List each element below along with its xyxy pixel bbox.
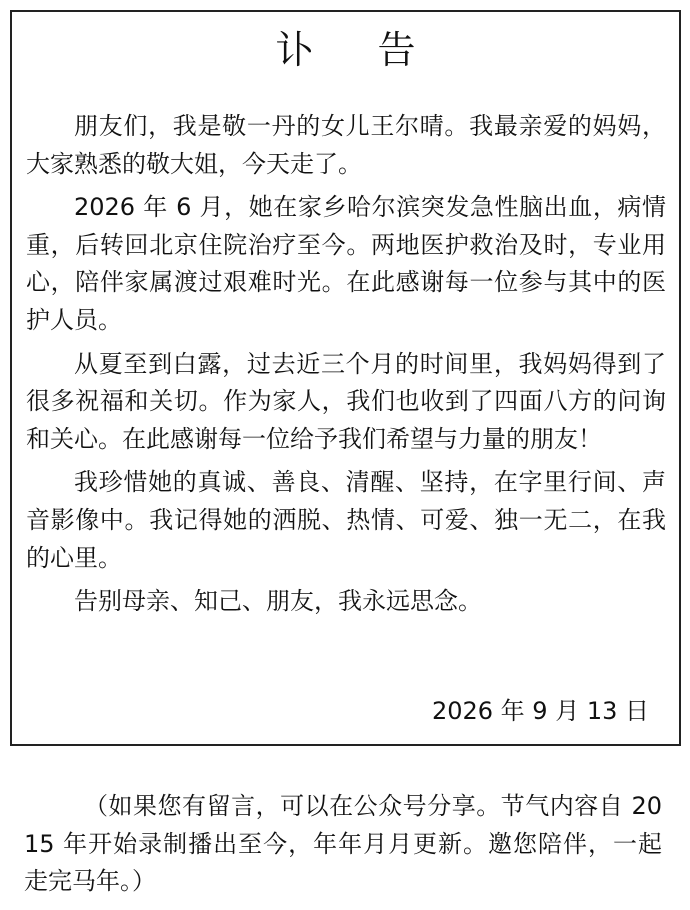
notice-title: 讣 告: [275, 28, 442, 72]
paragraph-farewell: 告别母亲、知己、朋友，我永远思念。: [74, 587, 482, 616]
notice-date: 2026 年 9 月 13 日: [431, 697, 649, 725]
paragraph-memories: 我珍惜她的真诚、善良、清醒、坚持，在字里行间、声音影像中。我记得她的洒脱、热情、可爱、独一无二，在我的心里。: [26, 468, 666, 572]
paragraph-gratitude: 从夏至到白露，过去近三个月的时间里，我妈妈得到了很多祝福和关切。作为家人，我们也收到了四面八方的问询和关心。在此感谢每一位给予我们希望与力量的朋友！: [26, 349, 666, 453]
paragraph-illness: 2026 年 6 月，她在家乡哈尔滨突发急性脑出血，病情重，后转回北京住院治疗至今。两地医护救治及时，专业用心，陪伴家属渡过艰难时光。在此感谢每一位参与其中的医护人员。: [26, 193, 666, 334]
footnote-text: （如果您有留言，可以在公众号分享。节气内容自 2015 年开始录制播出至今，年年月月更新。邀您陪伴，一起走完马年。）: [24, 792, 662, 895]
notice-body: [26, 108, 666, 627]
paragraph-intro: 朋友们，我是敬一丹的女儿王尔晴。我最亲爱的妈妈，大家熟悉的敬大姐，今天走了。: [26, 112, 666, 178]
obituary-notice-box: [10, 10, 681, 746]
